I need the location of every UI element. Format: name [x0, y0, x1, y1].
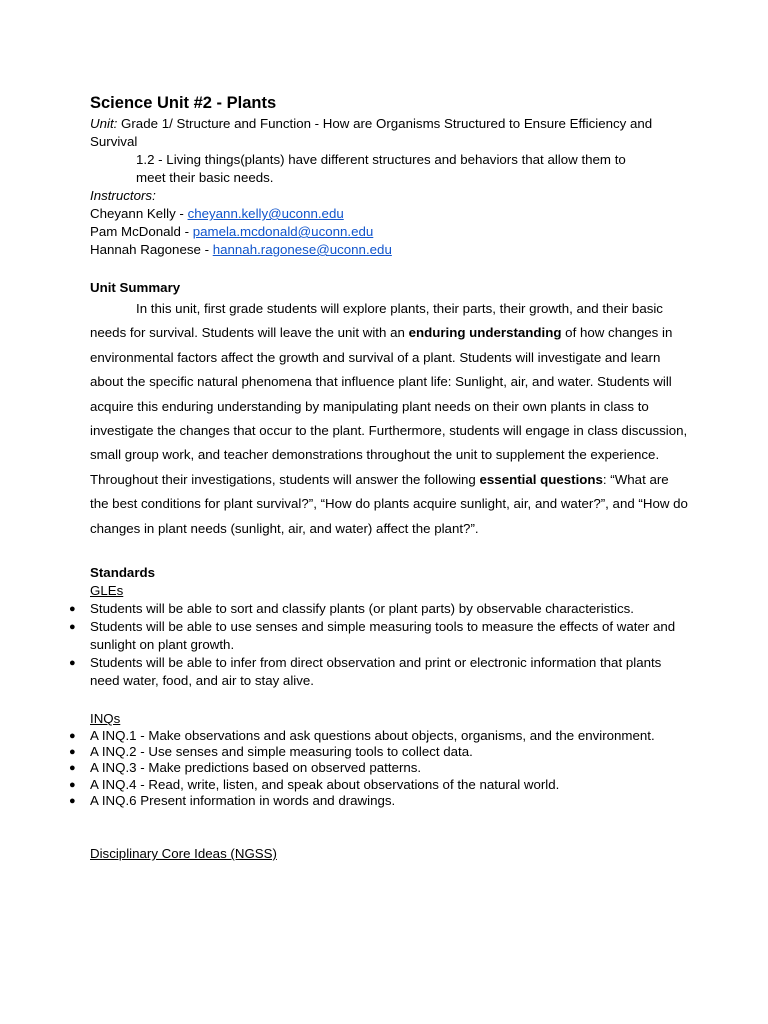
unit-standard-line-1: 1.2 - Living things(plants) have different structures and behaviors that allow them to [136, 152, 626, 167]
list-item: ● A INQ.1 - Make observations and ask questions about objects, organisms, and the environment. [69, 728, 655, 744]
bullet-icon: ● [69, 794, 76, 807]
instructors-label: Instructors: [90, 188, 156, 203]
unit-summary-heading: Unit Summary [90, 280, 181, 295]
inqs-list [69, 728, 690, 809]
list-item: ● A INQ.2 - Use senses and simple measuring tools to collect data. [69, 744, 473, 760]
inqs-heading: INQs [90, 711, 121, 727]
bullet-icon: ● [69, 778, 76, 791]
bullet-icon: ● [69, 603, 76, 616]
essential-questions-term: essential questions [479, 471, 603, 487]
list-item: ● Students will be able to use senses and simple measuring tools to measure the effects of water and sunlight on plant growth. [69, 619, 676, 653]
standards-heading: Standards [90, 565, 156, 581]
document-title: Science Unit #2 - Plants [90, 94, 277, 112]
bullet-icon: ● [69, 730, 76, 743]
unit-label: Unit: [90, 116, 118, 131]
list-item: ● A INQ.6 Present information in words and drawings. [69, 792, 396, 808]
gles-list [69, 600, 690, 690]
unit-text: Grade 1/ Structure and Function - How are Organisms Structured to Ensure Efficiency and Survival [90, 116, 653, 149]
unit-summary-paragraph: In this unit, first grade students will explore plants, their parts, their growth, and their basic needs for survival. Students will leave the unit with an enduring understanding of how changes in environmental factors affect the growth and survival of a plant. Students will investigate and learn about the specific natural phenomena that influence plant life: Sunlight, air, and water. Students will acquire this enduring understanding by manipulating plant needs on their own plants in class to investigate the changes that occur to the plant. Furthermore, students will engage in class discussion, small group work, and teacher demonstrations throughout the unit to supplement the experience. Throughout their investigations, students will answer the following essential questions: “What are the best conditions for plant survival?”, “How do plants acquire sunlight, air, and water?”, and “How do changes in plant needs (sunlight, air, and water) affect the plant?”. [90, 301, 688, 536]
instructor-row [90, 241, 690, 259]
instructor-name: Hannah Ragonese - [90, 242, 213, 257]
instructor-email-link[interactable]: cheyann.kelly@uconn.edu [187, 206, 344, 221]
enduring-understanding-term: enduring understanding [408, 325, 562, 341]
bullet-icon: ● [69, 762, 76, 775]
list-item: ● A INQ.3 - Make predictions based on observed patterns. [69, 760, 422, 776]
list-item: ● Students will be able to sort and classify plants (or plant parts) by observable characteristics. [69, 601, 634, 617]
list-item: ● A INQ.4 - Read, write, listen, and speak about observations of the natural world. [69, 776, 560, 792]
list-item: ● Students will be able to infer from direct observation and print or electronic information that plants need water, food, and air to stay alive. [69, 655, 662, 689]
instructor-email-link[interactable]: pamela.mcdonald@uconn.edu [192, 224, 374, 239]
instructor-email-link[interactable]: hannah.ragonese@uconn.edu [212, 242, 392, 257]
bullet-icon: ● [69, 621, 76, 634]
unit-standard-line-2: meet their basic needs. [136, 170, 274, 185]
bullet-icon: ● [69, 657, 76, 670]
instructor-name: Cheyann Kelly - [90, 206, 188, 221]
dci-heading: Disciplinary Core Ideas (NGSS) [90, 846, 277, 862]
unit-line [90, 115, 690, 151]
document-page [69, 92, 690, 863]
instructor-row [90, 205, 690, 223]
instructor-row [90, 223, 690, 241]
bullet-icon: ● [69, 746, 76, 759]
instructor-name: Pam McDonald - [90, 224, 193, 239]
gles-heading: GLEs [90, 583, 124, 599]
